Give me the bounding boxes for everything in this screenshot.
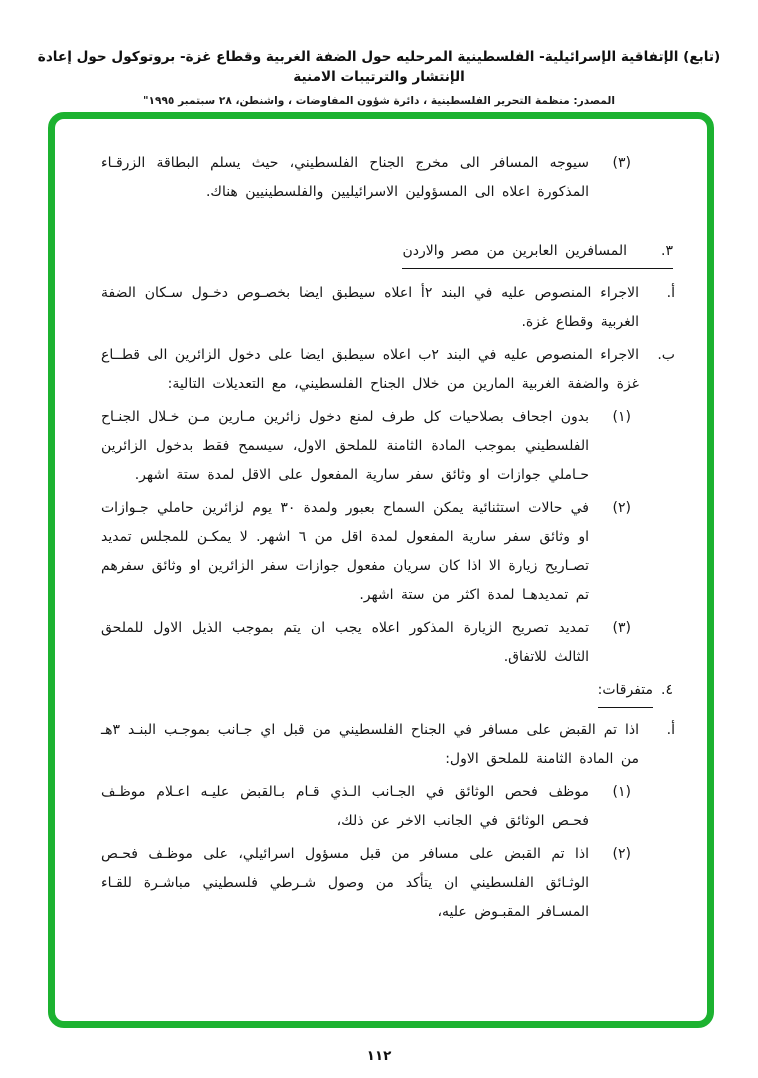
item-text: الاجراء المنصوص عليه في البند ٢أ اعلاه سيطبق ايضا بخصـوص دخـول سـكان الضفة الغربية وقطاع غزة. <box>101 285 639 330</box>
list-item-2 <box>101 494 683 610</box>
item-marker: ب. <box>657 347 675 363</box>
section-number: ٣. <box>661 243 673 259</box>
item-text: في حالات استثنائية يمكن السماح بعبور ولمدة ٣٠ يوم لزائرين حاملي جـوازات او وثائق سفر سارية المفعول لمدة اقل من ٦ اشهر. لا يمكـن للمجلس تمديد تصـاريح زيارة الا اذا كان سريان مفعول جوازات سفر الزائرين او وثائق سفرهم تم تمديدهـا لمدة اكثر من ستة اشهر. <box>101 500 589 603</box>
list-item-1b <box>101 778 683 836</box>
item-text: سيوجه المسافر الى مخرج الجناح الفلسطيني، حيث يسلم البطاقة الزرقـاء المذكورة اعلاه الى المسؤولين الاسرائيليين والفلسطينيين هناك. <box>101 155 589 200</box>
section-number: ٤. <box>661 682 673 698</box>
item-text: اذا تم القبض على مسافر في الجناح الفلسطيني من قبل اي جـانب بموجـب البنـد ٣هـ من المادة الثامنة للملحق الاول: <box>101 722 639 767</box>
green-border-frame <box>48 112 714 1028</box>
item-marker: (٢) <box>612 846 631 862</box>
item-text: بدون اجحاف بصلاحيات كل طرف لمنع دخول زائرين مـارين مـن خـلال الجنـاح الفلسطيني بموجب المادة الثامنة للملحق الاول، سيسمح فقط بدخول الزائرين حـاملي جوازات او وثائق سفر سارية المفعول على الاقل لمدة ستة اشهر. <box>101 409 589 483</box>
page-header <box>0 48 758 107</box>
list-item-3-travelers <box>101 149 683 207</box>
document-title: (تابع) الإتفاقية الإسرائيلية- الفلسطينية المرحليه حول الضفة الغربية وقطاع غزة- بروتوكول حول إعادة الإنتشار والترتيبات الامنية <box>37 49 721 85</box>
page-number: ١١٢ <box>366 1048 392 1064</box>
section-heading-3 <box>101 237 683 269</box>
item-text: تمديد تصريح الزيارة المذكور اعلاه يجب ان يتم بموجب الذيل الاول للملحق الثالث للاتفاق. <box>101 620 589 665</box>
section-heading-underline <box>402 237 673 269</box>
document-source-line: المصدر: منظمة التحرير الفلسطينية ، دائرة شؤون المفاوضات ، واشنطن، ٢٨ سبتمبر ١٩٩٥" <box>142 95 616 108</box>
item-text: الاجراء المنصوص عليه في البند ٢ب اعلاه سيطبق ايضا على دخول الزائرين الى قطــاع غزة والضفة الغربية المارين من خلال الجناح الفلسطيني، مع التعديلات التالية: <box>101 347 639 392</box>
section-title: متفرقات: <box>598 676 653 708</box>
item-text: اذا تم القبض على مسافر من قبل مسؤول اسرائيلي، على موظـف فحـص الوثـائق الفلسطيني ان يتأكد من وصول شـرطي فلسطيني مباشـرة للقـاء المسـافر المقبـوض عليه، <box>101 846 589 920</box>
item-marker: أ. <box>666 722 675 738</box>
item-marker: (٣) <box>612 620 631 636</box>
list-item-b <box>101 341 683 399</box>
section-heading-4 <box>101 676 683 708</box>
list-item-3-extension <box>101 614 683 672</box>
item-marker: أ. <box>666 285 675 301</box>
page-footer <box>0 1048 758 1064</box>
item-text: موظف فحص الوثائق في الجـانب الـذي قـام بـالقبض عليـه اعـلام موظـف فحـص الوثائق في الجانب الاخر عن ذلك، <box>101 784 589 829</box>
item-marker: (٣) <box>612 155 631 171</box>
list-item-1 <box>101 403 683 490</box>
item-marker: (١) <box>612 784 631 800</box>
item-marker: (٢) <box>612 500 631 516</box>
item-marker: (١) <box>612 409 631 425</box>
list-item-2b <box>101 840 683 927</box>
section-title: المسافرين العابرين من مصر والاردن <box>402 243 628 259</box>
list-item-a <box>101 279 683 337</box>
list-item-a2 <box>101 716 683 774</box>
document-body <box>55 119 707 927</box>
